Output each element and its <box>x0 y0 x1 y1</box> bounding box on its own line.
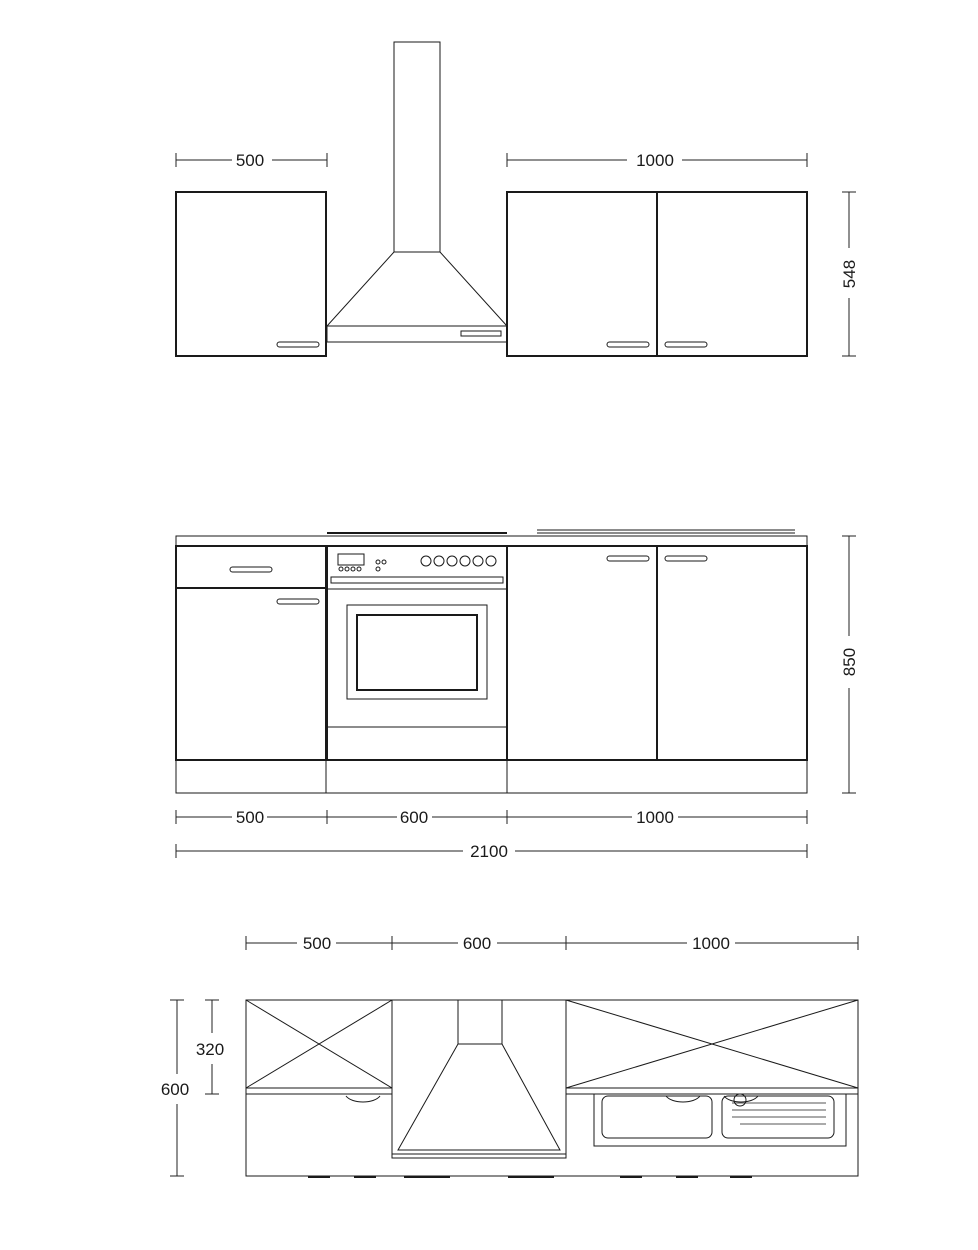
plan-view <box>161 934 858 1177</box>
dim-upper-left-label: 500 <box>235 151 265 170</box>
dim-base-seg3-label: 1000 <box>636 808 674 827</box>
base-cabinet-left <box>176 546 326 760</box>
dim-plan-seg3-label: 1000 <box>692 934 730 953</box>
wall-cabinet-left-handle <box>277 342 319 347</box>
base-cabinet-right-handle-2 <box>665 556 707 561</box>
dim-upper-height <box>840 192 859 356</box>
dim-plan-depth-base-label: 600 <box>160 1080 190 1099</box>
dim-plan-depth-wall-label: 320 <box>195 1040 225 1059</box>
dim-plan-depth-base <box>161 1000 189 1176</box>
plan-handle-right-1 <box>666 1096 700 1102</box>
hood-base <box>327 326 507 342</box>
plinth <box>176 760 807 793</box>
base-cabinet-left-door-handle <box>277 599 319 604</box>
plan-wall-cabinet-right <box>566 1000 858 1094</box>
dim-base-seg1-label: 500 <box>235 808 265 827</box>
dim-base-height <box>840 536 859 793</box>
dim-base-total <box>176 842 807 861</box>
dim-upper-right <box>507 151 807 170</box>
plan-handle-left <box>346 1096 380 1102</box>
oven-window <box>357 615 477 690</box>
worktop <box>176 536 807 546</box>
plan-handle-right-2 <box>724 1096 758 1102</box>
oven-knobs <box>421 556 496 566</box>
base-elevation <box>176 530 859 861</box>
upper-elevation <box>176 42 859 356</box>
oven-elevation <box>327 546 507 760</box>
dim-base-height-label: 850 <box>840 647 859 677</box>
plan-wall-cabinet-left <box>246 1000 392 1094</box>
drawer-handle <box>230 567 272 572</box>
chimney-hood-elevation <box>327 42 507 342</box>
dim-upper-left <box>176 151 327 170</box>
wall-cabinet-right-handle-1 <box>607 342 649 347</box>
wall-cabinet-left <box>176 192 326 356</box>
plan-hood <box>392 1000 566 1158</box>
dim-plan-seg1-label: 500 <box>302 934 332 953</box>
hood-control-strip <box>461 331 501 336</box>
hood-chimney <box>394 42 440 252</box>
sink-bowl <box>602 1096 712 1138</box>
base-cabinet-right-handle-1 <box>607 556 649 561</box>
oven-window-outer <box>347 605 487 699</box>
plan-sink <box>594 1094 846 1146</box>
dim-plan-depth-wall <box>196 1000 224 1094</box>
oven-door-handle <box>331 577 503 583</box>
dim-base-segments <box>176 808 807 827</box>
dim-base-seg2-label: 600 <box>399 808 429 827</box>
hood-canopy <box>327 252 507 326</box>
dim-upper-height-label: 548 <box>840 259 859 289</box>
dim-base-total-label: 2100 <box>470 842 508 861</box>
wall-cabinet-right-handle-2 <box>665 342 707 347</box>
oven-display <box>338 554 364 565</box>
dim-upper-right-label: 1000 <box>636 151 674 170</box>
dim-plan-seg2-label: 600 <box>462 934 492 953</box>
oven-housing <box>327 546 507 760</box>
dim-plan-segments <box>246 934 858 953</box>
